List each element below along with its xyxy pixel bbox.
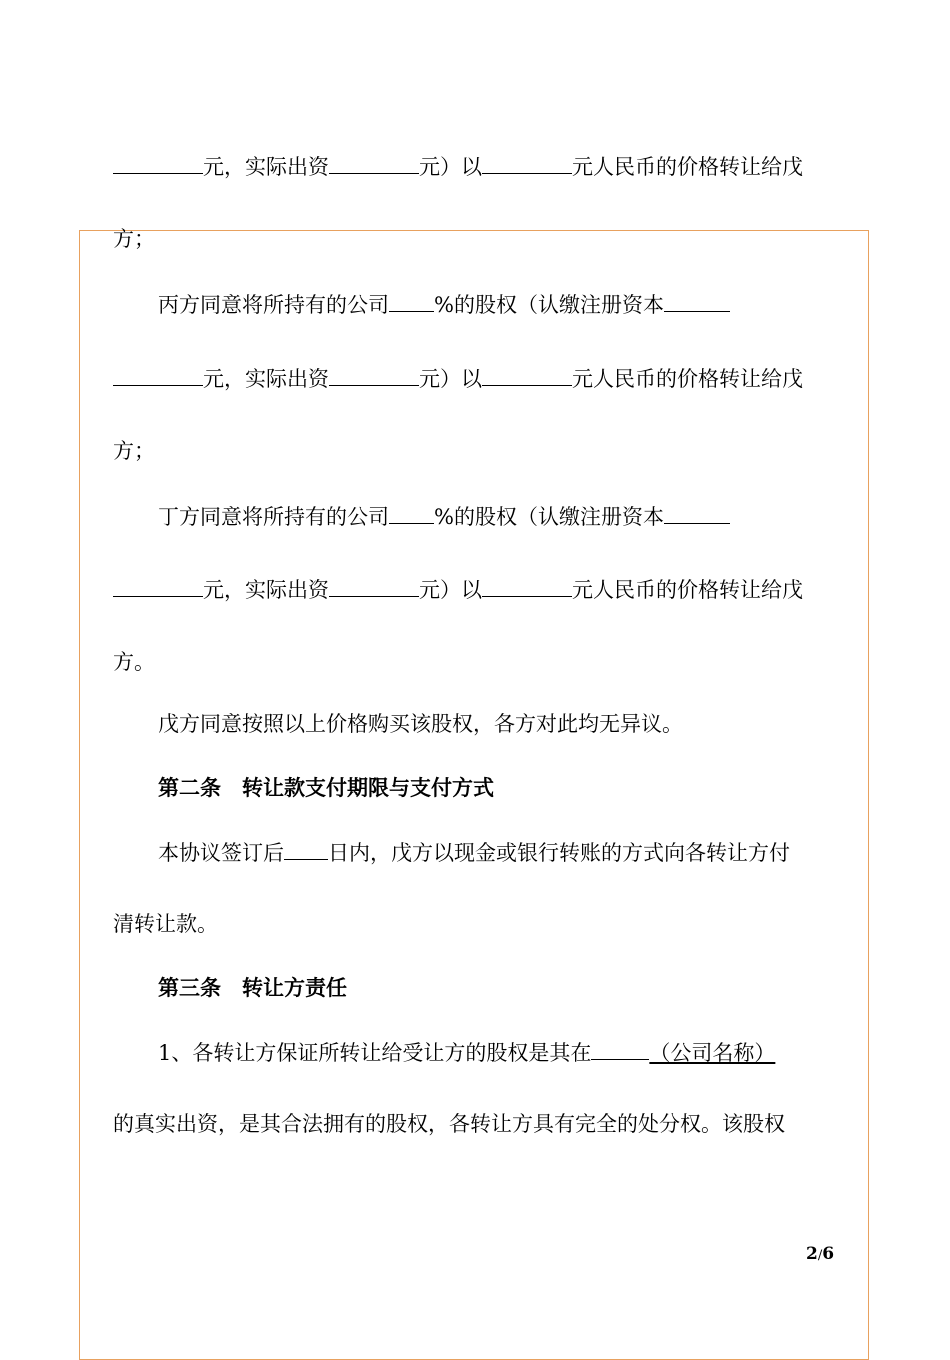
text-line: 戊方同意按照以上价格购买该股权，各方对此均无异议。	[158, 712, 683, 736]
blank-field	[664, 292, 730, 312]
text-line: 丁方同意将所持有的公司 %的股权（认缴注册资本	[158, 504, 730, 528]
blank-field	[329, 366, 419, 386]
section-heading: 第二条 转让款支付期限与支付方式	[158, 775, 494, 800]
blank-field	[482, 366, 572, 386]
text-line: 本协议签订后 日内，戊方以现金或银行转账的方式向各转让方付	[158, 840, 790, 865]
text-line: 方。	[113, 650, 155, 674]
text-line: 方；	[113, 227, 155, 251]
company-name-placeholder: （公司名称）	[649, 1040, 776, 1065]
blank-field	[329, 154, 419, 174]
blank-field	[329, 577, 419, 597]
blank-field	[482, 577, 572, 597]
text-line: 的真实出资，是其合法拥有的股权，各转让方具有完全的处分权。该股权	[113, 1112, 785, 1136]
page-number: 2/6	[806, 1244, 835, 1264]
text-line: 清转让款。	[113, 912, 218, 936]
blank-field	[664, 504, 730, 524]
blank-field	[591, 1040, 649, 1060]
blank-field	[113, 154, 203, 174]
text-line: 1、各转让方保证所转让给受让方的股权是其在 （公司名称）	[158, 1040, 776, 1065]
blank-field	[284, 840, 328, 860]
section-heading: 第三条 转让方责任	[158, 975, 347, 1000]
blank-field	[113, 577, 203, 597]
text-line: 元，实际出资 元）以 元人民币的价格转让给戊	[113, 154, 803, 178]
blank-field	[482, 154, 572, 174]
text-line: 元，实际出资 元）以 元人民币的价格转让给戊	[113, 577, 803, 601]
text-line: 丙方同意将所持有的公司 %的股权（认缴注册资本	[158, 292, 730, 316]
blank-field	[389, 504, 434, 524]
text-line: 元，实际出资 元）以 元人民币的价格转让给戊	[113, 366, 803, 390]
blank-field	[113, 366, 203, 386]
text-line: 方；	[113, 439, 155, 463]
blank-field	[389, 292, 434, 312]
